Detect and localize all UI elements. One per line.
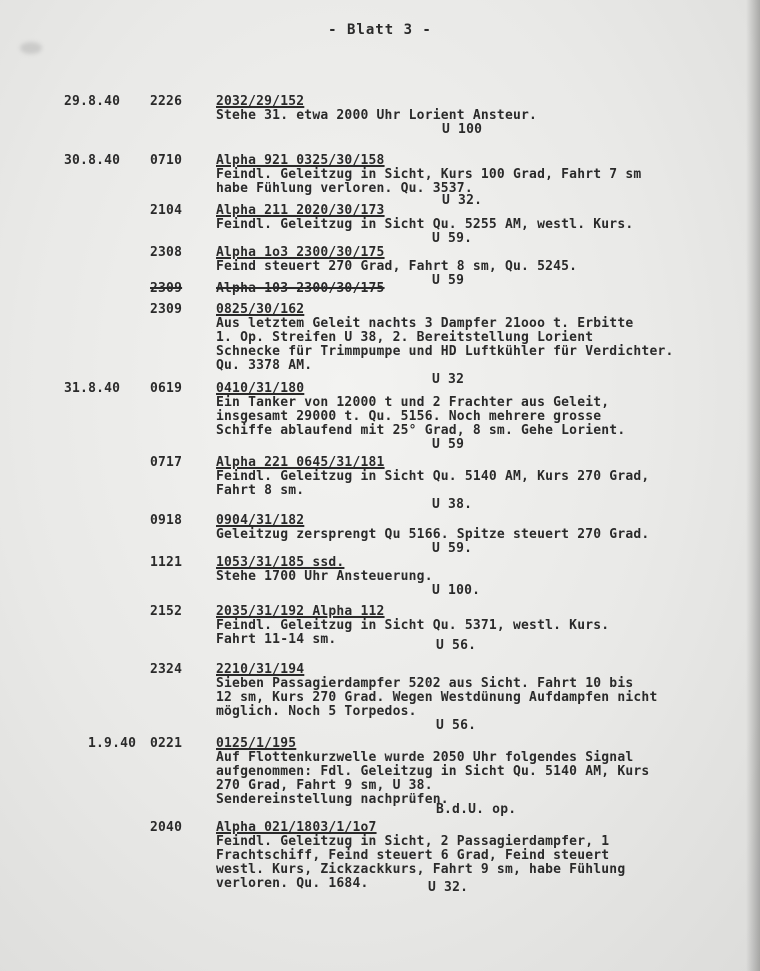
entry-line: Geleitzug zersprengt Qu 5166. Spitze steuert 270 Grad. <box>216 527 650 542</box>
entry-signature: U 59 <box>432 437 465 452</box>
entry-reference: Alpha 211 2020/30/173 <box>216 203 385 218</box>
entry-reference: Alpha 1o3 2300/30/175 <box>216 245 385 260</box>
entry-signature: U 32. <box>428 880 469 895</box>
entry-time: 2308 <box>150 245 183 260</box>
entry-line: Aus letztem Geleit nachts 3 Dampfer 21ooo t. Erbitte <box>216 316 634 331</box>
entry-line: habe Fühlung verloren. Qu. 3537. <box>216 181 473 196</box>
entry-line: 1. Op. Streifen U 38, 2. Bereitstellung Lorient <box>216 330 594 345</box>
entry-line: 270 Grad, Fahrt 9 sm, U 38. <box>216 778 433 793</box>
entry-time: 2309 <box>150 281 183 296</box>
entry-line: Feindl. Geleitzug in Sicht Qu. 5255 AM, westl. Kurs. <box>216 217 634 232</box>
entry-line: Stehe 31. etwa 2000 Uhr Lorient Ansteur. <box>216 108 538 123</box>
entry-time: 0710 <box>150 153 183 168</box>
entry-reference: Alpha 921 0325/30/158 <box>216 153 385 168</box>
entry-reference: 0410/31/180 <box>216 381 305 396</box>
entry-reference: Alpha 221 0645/31/181 <box>216 455 385 470</box>
entry-signature: U 32. <box>442 193 483 208</box>
entry-signature: U 38. <box>432 497 473 512</box>
entry-reference: 2035/31/192 Alpha 112 <box>216 604 385 619</box>
entry-signature: U 32 <box>432 372 465 387</box>
entry-line: Fahrt 8 sm. <box>216 483 305 498</box>
entry-time: 0717 <box>150 455 183 470</box>
entry-line: Feindl. Geleitzug in Sicht, 2 Passagierdampfer, 1 <box>216 834 610 849</box>
entry-time: 0221 <box>150 736 183 751</box>
entry-date: 31.8.40 <box>64 381 121 396</box>
entry-signature: U 59 <box>432 273 465 288</box>
entry-signature: U 100 <box>442 122 483 137</box>
entry-reference: 2032/29/152 <box>216 94 305 109</box>
entry-time: 0619 <box>150 381 183 396</box>
entry-time: 2104 <box>150 203 183 218</box>
entry-line: westl. Kurs, Zickzackkurs, Fahrt 9 sm, habe Fühlung <box>216 862 626 877</box>
entry-line: 12 sm, Kurs 270 Grad. Wegen Westdünung Aufdampfen nicht <box>216 690 658 705</box>
entry-line: aufgenommen: Fdl. Geleitzug in Sicht Qu. 5140 AM, Kurs <box>216 764 650 779</box>
entry-line: Schnecke für Trimmpumpe und HD Luftkühler für Verdichter. <box>216 344 674 359</box>
entry-line: Sieben Passagierdampfer 5202 aus Sicht. Fahrt 10 bis <box>216 676 634 691</box>
entry-time: 2226 <box>150 94 183 109</box>
entry-signature: U 56. <box>436 718 477 733</box>
entry-line: Schiffe ablaufend mit 25° Grad, 8 sm. Gehe Lorient. <box>216 423 626 438</box>
entry-line: Feindl. Geleitzug in Sicht, Kurs 100 Grad, Fahrt 7 sm <box>216 167 642 182</box>
entry-signature: U 59. <box>432 541 473 556</box>
entry-signature: B.d.U. op. <box>436 802 517 817</box>
entry-reference: Alpha 103 2300/30/175 <box>216 281 385 296</box>
entry-signature: U 59. <box>432 231 473 246</box>
page-header: - Blatt 3 - <box>328 22 432 38</box>
entry-line: verloren. Qu. 1684. <box>216 876 369 891</box>
entry-line: Stehe 1700 Uhr Ansteuerung. <box>216 569 433 584</box>
entry-reference: Alpha 021/1803/1/1o7 <box>216 820 377 835</box>
entry-time: 2324 <box>150 662 183 677</box>
entry-line: Qu. 3378 AM. <box>216 358 313 373</box>
entry-reference: 2210/31/194 <box>216 662 305 677</box>
entry-reference: 1053/31/185 ssd. <box>216 555 345 570</box>
entry-date: 1.9.40 <box>88 736 137 751</box>
entry-line: Sendereinstellung nachprüfen. <box>216 792 449 807</box>
entry-reference: 0825/30/162 <box>216 302 305 317</box>
entry-line: Frachtschiff, Feind steuert 6 Grad, Feind steuert <box>216 848 610 863</box>
entry-signature: U 56. <box>436 638 477 653</box>
entry-date: 29.8.40 <box>64 94 121 109</box>
entry-reference: 0125/1/195 <box>216 736 297 751</box>
entry-time: 2309 <box>150 302 183 317</box>
ink-smudge <box>20 42 42 54</box>
entry-time: 2152 <box>150 604 183 619</box>
entry-line: Ein Tanker von 12000 t und 2 Frachter aus Geleit, <box>216 395 610 410</box>
entry-signature: U 100. <box>432 583 481 598</box>
entry-date: 30.8.40 <box>64 153 121 168</box>
entry-time: 0918 <box>150 513 183 528</box>
entry-line: Auf Flottenkurzwelle wurde 2050 Uhr folgendes Signal <box>216 750 634 765</box>
entry-line: insgesamt 29000 t. Qu. 5156. Noch mehrere grosse <box>216 409 602 424</box>
entry-time: 2040 <box>150 820 183 835</box>
entry-line: Fahrt 11-14 sm. <box>216 632 337 647</box>
entry-time: 1121 <box>150 555 183 570</box>
entry-line: Feind steuert 270 Grad, Fahrt 8 sm, Qu. 5245. <box>216 259 578 274</box>
entry-reference: 0904/31/182 <box>216 513 305 528</box>
entry-line: möglich. Noch 5 Torpedos. <box>216 704 417 719</box>
page-edge-shadow <box>746 0 760 971</box>
entry-line: Feindl. Geleitzug in Sicht Qu. 5371, westl. Kurs. <box>216 618 610 633</box>
entry-line: Feindl. Geleitzug in Sicht Qu. 5140 AM, Kurs 270 Grad, <box>216 469 650 484</box>
